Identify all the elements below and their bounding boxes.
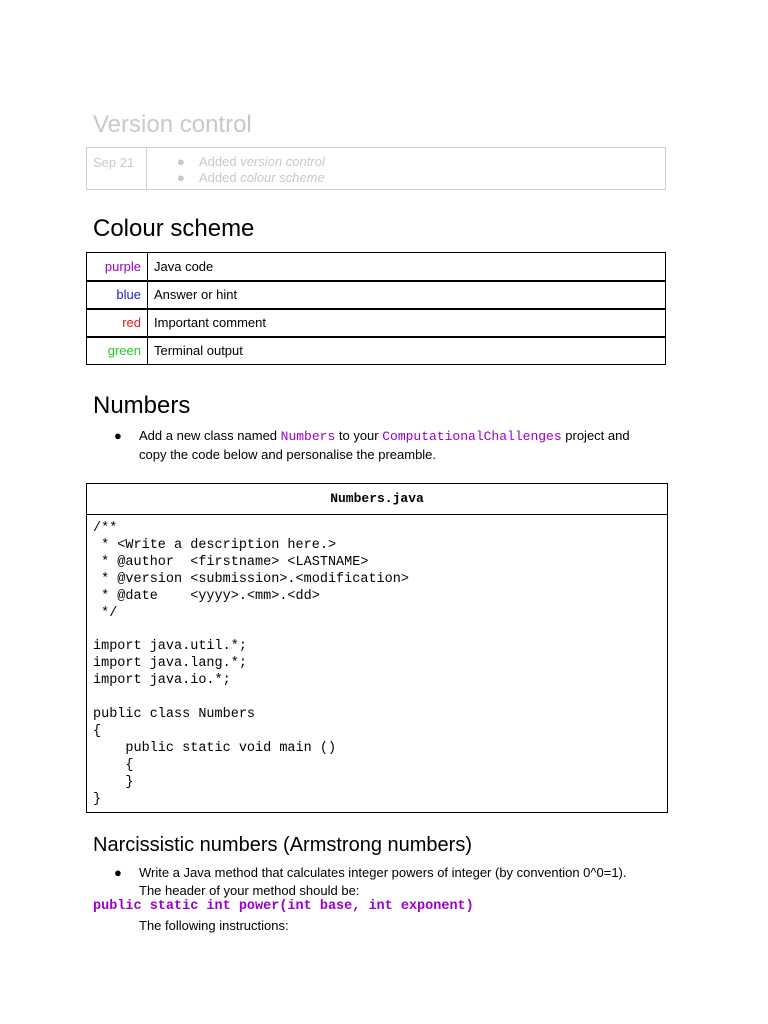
change-prefix: Added xyxy=(199,170,241,185)
colour-row xyxy=(87,309,666,337)
change-item: colour scheme xyxy=(240,170,325,185)
instruction-text: project and xyxy=(561,428,630,443)
version-date: Sep 21 xyxy=(87,148,147,190)
version-control-row xyxy=(87,148,666,190)
colour-description: Important comment xyxy=(148,309,666,337)
version-control-table xyxy=(86,147,666,190)
numbers-heading: Numbers xyxy=(93,392,191,419)
code-body: /** * <Write a description here.> * @author <firstname> <LASTNAME> * @version <submission>.<modification> * @date <yyyy>.<mm>.<dd> */ import java.util.*; import java.lang.*; import java.io.*; public class Numbers { public static void main () { } } xyxy=(93,521,409,807)
bullet-icon: ● xyxy=(177,170,185,185)
bullet-icon: ● xyxy=(177,154,185,169)
version-changes-cell xyxy=(147,148,666,190)
class-name-code: Numbers xyxy=(280,429,336,444)
version-change-item xyxy=(177,154,665,170)
instruction-text: Add a new class named xyxy=(139,428,281,443)
colour-row xyxy=(87,337,666,365)
colour-scheme-table xyxy=(86,252,666,365)
change-item: version control xyxy=(240,154,325,169)
colour-scheme-heading: Colour scheme xyxy=(93,215,255,242)
code-file-title: Numbers.java xyxy=(87,484,667,515)
code-listing xyxy=(86,483,668,813)
project-name-code: ComputationalChallenges xyxy=(382,429,562,444)
colour-row xyxy=(87,281,666,309)
instruction-text: Write a Java method that calculates integer powers of integer (by convention 0^0=1). xyxy=(139,865,627,880)
colour-description: Answer or hint xyxy=(148,281,666,309)
colour-description: Terminal output xyxy=(148,337,666,365)
colour-name: green xyxy=(87,337,148,365)
instruction-text: to your xyxy=(335,428,383,443)
method-signature: public static int power(int base, int exponent) xyxy=(93,899,474,914)
instruction-text: The header of your method should be: xyxy=(139,883,360,898)
version-change-item xyxy=(177,170,665,186)
colour-description: Java code xyxy=(148,253,666,281)
narcissistic-instruction xyxy=(114,864,689,900)
colour-name: blue xyxy=(87,281,148,309)
colour-name: red xyxy=(87,309,148,337)
change-prefix: Added xyxy=(199,154,241,169)
instruction-text: copy the code below and personalise the preamble. xyxy=(139,447,437,462)
narcissistic-heading: Narcissistic numbers (Armstrong numbers) xyxy=(93,834,472,856)
colour-name: purple xyxy=(87,253,148,281)
colour-row xyxy=(87,253,666,281)
bullet-icon: ● xyxy=(114,428,122,443)
bullet-icon: ● xyxy=(114,865,122,880)
version-change-list xyxy=(147,148,665,186)
numbers-instruction xyxy=(114,427,689,464)
follow-text: The following instructions: xyxy=(139,918,289,933)
version-control-heading: Version control xyxy=(93,111,252,138)
